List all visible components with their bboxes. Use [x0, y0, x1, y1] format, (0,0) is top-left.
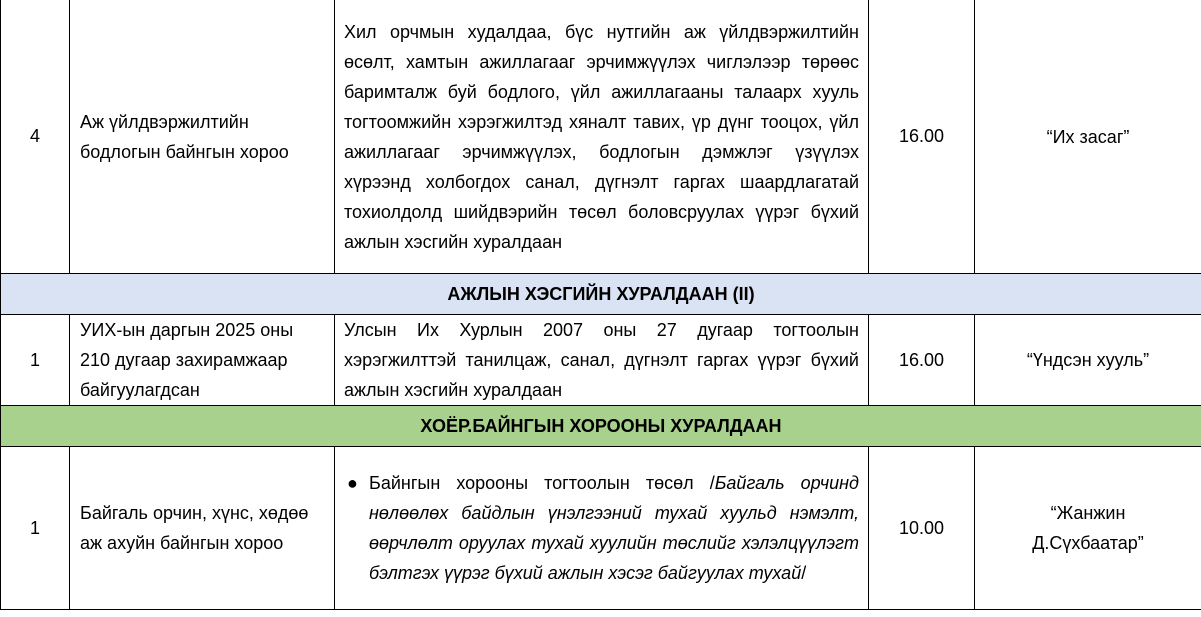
bullet-item [344, 468, 859, 588]
description-prefix: Байнгын хорооны тогтоолын төсөл / [369, 473, 715, 493]
meeting-time: 16.00 [869, 0, 975, 274]
meeting-time: 16.00 [869, 315, 975, 406]
meeting-description [335, 447, 869, 610]
committee-name: Байгаль орчин, хүнс, хөдөө аж ахуйн байнгын хороо [70, 447, 335, 610]
row-number: 1 [1, 447, 70, 610]
table-row [1, 447, 1201, 610]
committee-name: УИХ-ын даргын 2025 оны 210 дугаар захирамжаар байгуулагдсан [70, 315, 335, 406]
description-italic: Байгаль орчинд нөлөөлөх байдлын үнэлгээний тухай хуульд нэмэлт, өөрчлөлт оруулах тухай хуулийн төслийг хэлэлцүүлэгт бэлтгэх үүрэг бүхий ажлын хэсэг байгуулах тухай [369, 473, 860, 583]
bullet-text [369, 468, 859, 588]
table-row [1, 315, 1201, 406]
meeting-room [975, 447, 1201, 610]
section-header-row [1, 274, 1201, 315]
description-suffix: / [801, 563, 807, 583]
meeting-room: “Их засаг” [975, 0, 1201, 274]
room-line: Д.Сүхбаатар” [1032, 533, 1144, 553]
meeting-room: “Үндсэн хууль” [975, 315, 1201, 406]
meeting-time: 10.00 [869, 447, 975, 610]
meeting-description: Хил орчмын худалдаа, бүс нутгийн аж үйлдвэржилтийн өсөлт, хамтын ажиллагааг эрчимжүүлэх чиглэлээр төрөөс баримталж буй бодлого, үйл ажиллагааны талаарх хууль тогтоомжийн хэрэгжилтэд хяналт тавих, үр дүнг тооцох, үйл ажиллагааг эрчимжүүлэх, бодлогын дэмжлэг үзүүлэх хүрээнд холбогдох санал, дүгнэлт гаргах шаардлагатай тохиолдолд шийдвэрийн төсөл боловсруулах үүрэг бүхий ажлын хэсгийн хуралдаан [335, 0, 869, 274]
section-title: ХОЁР.БАЙНГЫН ХОРООНЫ ХУРАЛДААН [1, 406, 1201, 447]
committee-name: Аж үйлдвэржилтийн бодлогын байнгын хороо [70, 0, 335, 274]
section-header-row [1, 406, 1201, 447]
meeting-description: Улсын Их Хурлын 2007 оны 27 дугаар тогтоолын хэрэгжилттэй танилцаж, санал, дүгнэлт гаргах үүрэг бүхий ажлын хэсгийн хуралдаан [335, 315, 869, 406]
row-number: 1 [1, 315, 70, 406]
row-number: 4 [1, 0, 70, 274]
room-line: “Жанжин [1050, 503, 1126, 523]
bullet-icon: ● [347, 473, 358, 493]
table-row [1, 0, 1201, 274]
section-title: АЖЛЫН ХЭСГИЙН ХУРАЛДААН (II) [1, 274, 1201, 315]
